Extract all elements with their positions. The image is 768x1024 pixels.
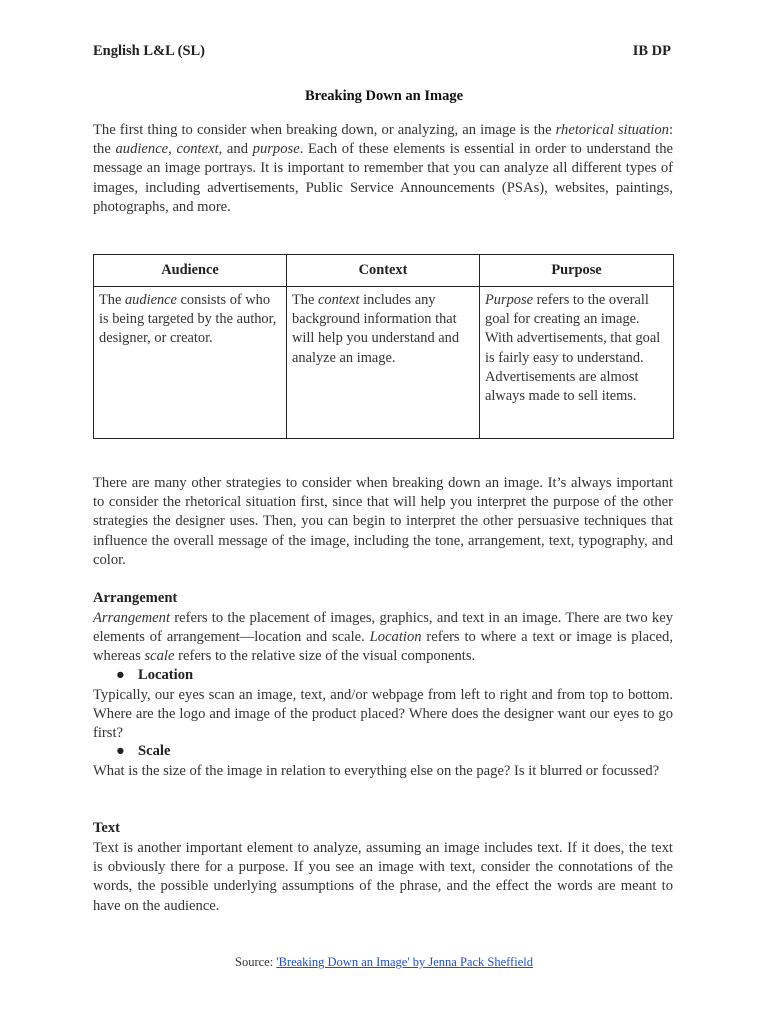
intro-text-3: , [168, 141, 177, 158]
arrangement-emph: Arrangement [93, 610, 171, 626]
intro-text-2: : the [93, 122, 673, 158]
intro-emph-audience: audience [115, 141, 169, 158]
text-paragraph: Text is another important element to analyze, assuming an image includes text. If it does, the text is obviously there for a purpose. If you see an image with text, consider the connotations of the words, the possible underlying assumptions of the phrase, and the effect the words are meant to have on the audience. [93, 840, 673, 914]
header-program: IB DP [632, 43, 671, 59]
cell-context [287, 287, 480, 439]
arrangement-paragraph [93, 609, 673, 667]
header-audience: Audience [94, 255, 287, 287]
intro-text-4: , and [218, 141, 253, 158]
table-header-row [94, 255, 674, 287]
bullet-dot: ● [116, 743, 125, 759]
header-course: English L&L (SL) [93, 43, 206, 59]
arrangement-text-3: refers to the relative size of the visual components. [174, 648, 476, 665]
text-heading: Text [93, 820, 121, 836]
source-label: Source: [235, 955, 277, 969]
source-link[interactable]: 'Breaking Down an Image' by Jenna Pack Sheffield [276, 955, 533, 969]
cell-text: includes any background information that will help you understand and analyze an image. [292, 292, 460, 366]
cell-emph: Purpose [485, 292, 533, 308]
arrangement-text-2: refers to where a text or image is placed, whereas [93, 629, 673, 665]
location-emph: Location [369, 629, 422, 646]
intro-emph-rhetorical: rhetorical situation [555, 122, 669, 138]
cell-audience [94, 287, 287, 439]
table-row [94, 287, 674, 439]
scale-paragraph: What is the size of the image in relation to everything else on the page? Is it blurred or focussed? [93, 763, 660, 779]
arrangement-text-1: refers to the placement of images, graphics, and text in an image. There are two key elements of arrangement—location and scale. [93, 610, 673, 646]
location-bullet [116, 667, 193, 684]
rhetorical-situation-table [93, 254, 674, 439]
intro-text-1: The first thing to consider when breaking down, or analyzing, an image is the [93, 122, 556, 138]
strategies-paragraph: There are many other strategies to consider when breaking down an image. It’s always important to consider the rhetorical situation first, since that will help you interpret the purpose of the other strategies the designer uses. Then, you can begin to interpret the other persuasive techniques that influence the overall message of the image, including the tone, arrangement, text, typography, and color. [93, 475, 673, 568]
location-paragraph: Typically, our eyes scan an image, text, and/or webpage from left to right and from top to bottom. Where are the logo and image of the product placed? Where does the designer want our eyes to go first? [93, 687, 673, 742]
scale-bullet [116, 743, 170, 760]
arrangement-heading: Arrangement [93, 590, 178, 606]
source-citation [0, 955, 768, 970]
intro-text-5: . Each of these elements is essential in order to understand the message an image portrays. It is important to remember that you can analyze all different types of images, including advertisements, Public Service Announcements (PSAs), websites, paintings, photographs, and more. [93, 141, 673, 215]
intro-paragraph [93, 121, 673, 217]
cell-emph: audience [124, 292, 177, 308]
bullet-dot: ● [116, 667, 125, 683]
scale-label: Scale [138, 743, 171, 759]
intro-emph-purpose: purpose [252, 141, 300, 158]
page-title: Breaking Down an Image [304, 88, 464, 104]
header-context: Context [287, 255, 480, 287]
header-purpose: Purpose [480, 255, 674, 287]
cell-text: The [99, 292, 125, 308]
intro-emph-context: context [176, 141, 219, 158]
cell-emph: context [317, 292, 360, 308]
cell-text: refers to the overall goal for creating an image. With advertisements, that goal is fairly easy to understand. Advertisements are almost always made to sell items. [485, 292, 661, 405]
location-label: Location [138, 667, 194, 683]
cell-text: consists of who is being targeted by the author, designer, or creator. [99, 292, 277, 347]
cell-text: The [292, 292, 318, 308]
cell-purpose [480, 287, 674, 439]
scale-emph: scale [144, 648, 175, 665]
